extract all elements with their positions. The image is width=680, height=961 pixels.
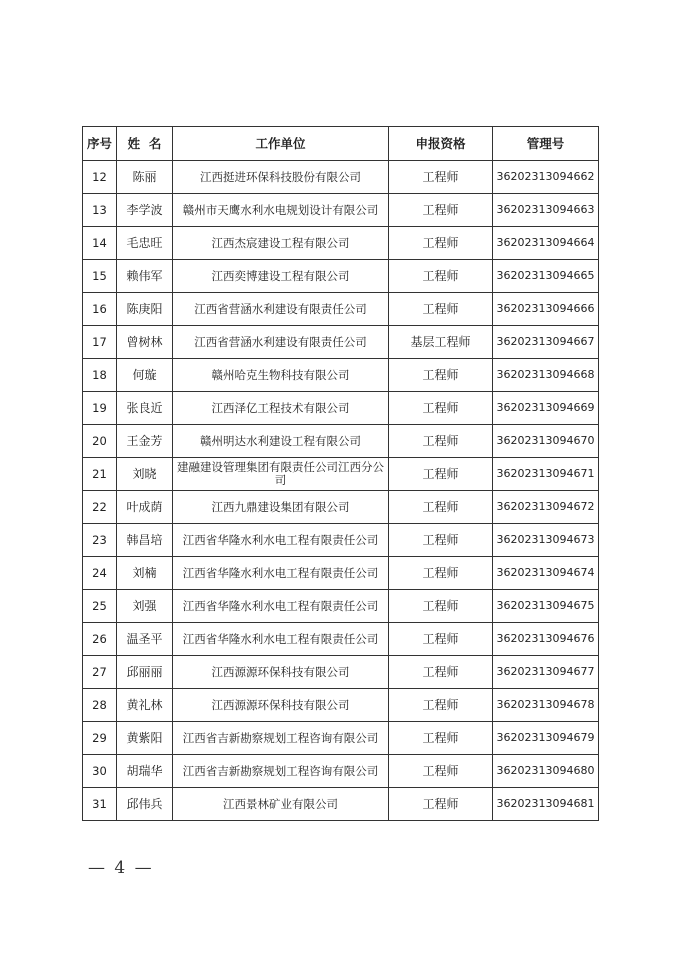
table-row <box>83 491 599 524</box>
table-row <box>83 359 599 392</box>
page-number: — 4 — <box>88 858 154 878</box>
row-no-cell: 24 <box>83 557 117 590</box>
row-no-cell: 14 <box>83 227 117 260</box>
row-no-cell: 22 <box>83 491 117 524</box>
table-row <box>83 524 599 557</box>
row-qualification-cell: 工程师 <box>389 590 493 623</box>
row-unit-cell: 赣州哈克生物科技有限公司 <box>173 359 389 392</box>
row-mgmt-cell: 36202313094676 <box>493 623 599 656</box>
row-name-cell: 王金芳 <box>117 425 173 458</box>
row-no-cell: 20 <box>83 425 117 458</box>
table-row <box>83 161 599 194</box>
row-no-cell: 23 <box>83 524 117 557</box>
row-name-cell: 温圣平 <box>117 623 173 656</box>
row-qualification-cell: 工程师 <box>389 557 493 590</box>
table-body <box>83 161 599 821</box>
row-unit-cell: 江西九鼎建设集团有限公司 <box>173 491 389 524</box>
row-qualification-cell: 工程师 <box>389 458 493 491</box>
row-qualification-cell: 工程师 <box>389 722 493 755</box>
row-unit-cell: 江西景林矿业有限公司 <box>173 788 389 821</box>
row-unit-cell: 江西杰宸建设工程有限公司 <box>173 227 389 260</box>
row-unit-cell: 江西省营涵水利建设有限责任公司 <box>173 326 389 359</box>
row-no-cell: 27 <box>83 656 117 689</box>
row-name-cell: 黄紫阳 <box>117 722 173 755</box>
table-row <box>83 623 599 656</box>
row-unit-cell: 江西奕博建设工程有限公司 <box>173 260 389 293</box>
header-qualification: 申报资格 <box>389 127 493 161</box>
row-unit-cell: 江西省吉新勘察规划工程咨询有限公司 <box>173 755 389 788</box>
table-row <box>83 458 599 491</box>
row-name-cell: 张良近 <box>117 392 173 425</box>
row-name-cell: 胡瑞华 <box>117 755 173 788</box>
row-mgmt-cell: 36202313094669 <box>493 392 599 425</box>
row-qualification-cell: 工程师 <box>389 359 493 392</box>
row-name-cell: 毛忠旺 <box>117 227 173 260</box>
row-no-cell: 28 <box>83 689 117 722</box>
row-no-cell: 18 <box>83 359 117 392</box>
row-qualification-cell: 工程师 <box>389 194 493 227</box>
row-qualification-cell: 工程师 <box>389 656 493 689</box>
row-unit-cell: 江西源源环保科技有限公司 <box>173 656 389 689</box>
row-mgmt-cell: 36202313094667 <box>493 326 599 359</box>
row-name-cell: 李学波 <box>117 194 173 227</box>
row-no-cell: 21 <box>83 458 117 491</box>
header-no: 序号 <box>83 127 117 161</box>
table-row <box>83 722 599 755</box>
row-no-cell: 17 <box>83 326 117 359</box>
row-mgmt-cell: 36202313094672 <box>493 491 599 524</box>
table-row <box>83 590 599 623</box>
row-qualification-cell: 工程师 <box>389 689 493 722</box>
row-name-cell: 刘强 <box>117 590 173 623</box>
row-mgmt-cell: 36202313094668 <box>493 359 599 392</box>
header-mgmt: 管理号 <box>493 127 599 161</box>
table-row <box>83 194 599 227</box>
row-qualification-cell: 工程师 <box>389 227 493 260</box>
row-name-cell: 曾树林 <box>117 326 173 359</box>
row-no-cell: 25 <box>83 590 117 623</box>
row-name-cell: 刘晓 <box>117 458 173 491</box>
table-row <box>83 227 599 260</box>
row-mgmt-cell: 36202313094671 <box>493 458 599 491</box>
row-unit-cell: 赣州明达水利建设工程有限公司 <box>173 425 389 458</box>
row-qualification-cell: 工程师 <box>389 293 493 326</box>
row-name-cell: 赖伟军 <box>117 260 173 293</box>
row-mgmt-cell: 36202313094675 <box>493 590 599 623</box>
row-qualification-cell: 基层工程师 <box>389 326 493 359</box>
row-name-cell: 邱丽丽 <box>117 656 173 689</box>
row-unit-cell: 江西源源环保科技有限公司 <box>173 689 389 722</box>
table-row <box>83 788 599 821</box>
row-mgmt-cell: 36202313094662 <box>493 161 599 194</box>
row-unit-cell: 江西省营涵水利建设有限责任公司 <box>173 293 389 326</box>
row-unit-cell: 江西省华隆水利水电工程有限责任公司 <box>173 557 389 590</box>
row-no-cell: 26 <box>83 623 117 656</box>
row-mgmt-cell: 36202313094677 <box>493 656 599 689</box>
row-mgmt-cell: 36202313094663 <box>493 194 599 227</box>
row-mgmt-cell: 36202313094666 <box>493 293 599 326</box>
row-no-cell: 29 <box>83 722 117 755</box>
row-mgmt-cell: 36202313094665 <box>493 260 599 293</box>
row-no-cell: 15 <box>83 260 117 293</box>
row-no-cell: 16 <box>83 293 117 326</box>
row-mgmt-cell: 36202313094679 <box>493 722 599 755</box>
row-unit-cell: 赣州市天鹰水利水电规划设计有限公司 <box>173 194 389 227</box>
row-name-cell: 邱伟兵 <box>117 788 173 821</box>
table-row <box>83 656 599 689</box>
row-unit-cell: 江西省华隆水利水电工程有限责任公司 <box>173 590 389 623</box>
row-unit-cell: 江西省华隆水利水电工程有限责任公司 <box>173 524 389 557</box>
row-qualification-cell: 工程师 <box>389 425 493 458</box>
row-name-cell: 黄礼林 <box>117 689 173 722</box>
table-row <box>83 326 599 359</box>
row-name-cell: 叶成荫 <box>117 491 173 524</box>
row-qualification-cell: 工程师 <box>389 260 493 293</box>
row-mgmt-cell: 36202313094674 <box>493 557 599 590</box>
row-unit-cell: 建融建设管理集团有限责任公司江西分公司 <box>173 458 389 491</box>
table-row <box>83 392 599 425</box>
row-qualification-cell: 工程师 <box>389 788 493 821</box>
table-header-row <box>83 127 599 161</box>
table-row <box>83 425 599 458</box>
row-mgmt-cell: 36202313094680 <box>493 755 599 788</box>
row-qualification-cell: 工程师 <box>389 491 493 524</box>
row-name-cell: 陈庚阳 <box>117 293 173 326</box>
row-unit-cell: 江西挺进环保科技股份有限公司 <box>173 161 389 194</box>
table-row <box>83 689 599 722</box>
table-row <box>83 755 599 788</box>
row-name-cell: 刘楠 <box>117 557 173 590</box>
header-name: 姓 名 <box>117 127 173 161</box>
row-name-cell: 韩昌培 <box>117 524 173 557</box>
row-unit-cell: 江西泽亿工程技术有限公司 <box>173 392 389 425</box>
row-mgmt-cell: 36202313094670 <box>493 425 599 458</box>
row-qualification-cell: 工程师 <box>389 392 493 425</box>
row-qualification-cell: 工程师 <box>389 161 493 194</box>
row-unit-cell: 江西省华隆水利水电工程有限责任公司 <box>173 623 389 656</box>
row-name-cell: 陈丽 <box>117 161 173 194</box>
table-row <box>83 557 599 590</box>
row-name-cell: 何璇 <box>117 359 173 392</box>
row-mgmt-cell: 36202313094673 <box>493 524 599 557</box>
row-qualification-cell: 工程师 <box>389 524 493 557</box>
row-mgmt-cell: 36202313094664 <box>493 227 599 260</box>
row-mgmt-cell: 36202313094681 <box>493 788 599 821</box>
table-row <box>83 293 599 326</box>
row-mgmt-cell: 36202313094678 <box>493 689 599 722</box>
applicant-table <box>82 126 599 821</box>
row-no-cell: 19 <box>83 392 117 425</box>
row-no-cell: 12 <box>83 161 117 194</box>
row-no-cell: 13 <box>83 194 117 227</box>
row-no-cell: 31 <box>83 788 117 821</box>
header-unit: 工作单位 <box>173 127 389 161</box>
row-qualification-cell: 工程师 <box>389 755 493 788</box>
table-row <box>83 260 599 293</box>
row-no-cell: 30 <box>83 755 117 788</box>
row-qualification-cell: 工程师 <box>389 623 493 656</box>
row-unit-cell: 江西省吉新勘察规划工程咨询有限公司 <box>173 722 389 755</box>
